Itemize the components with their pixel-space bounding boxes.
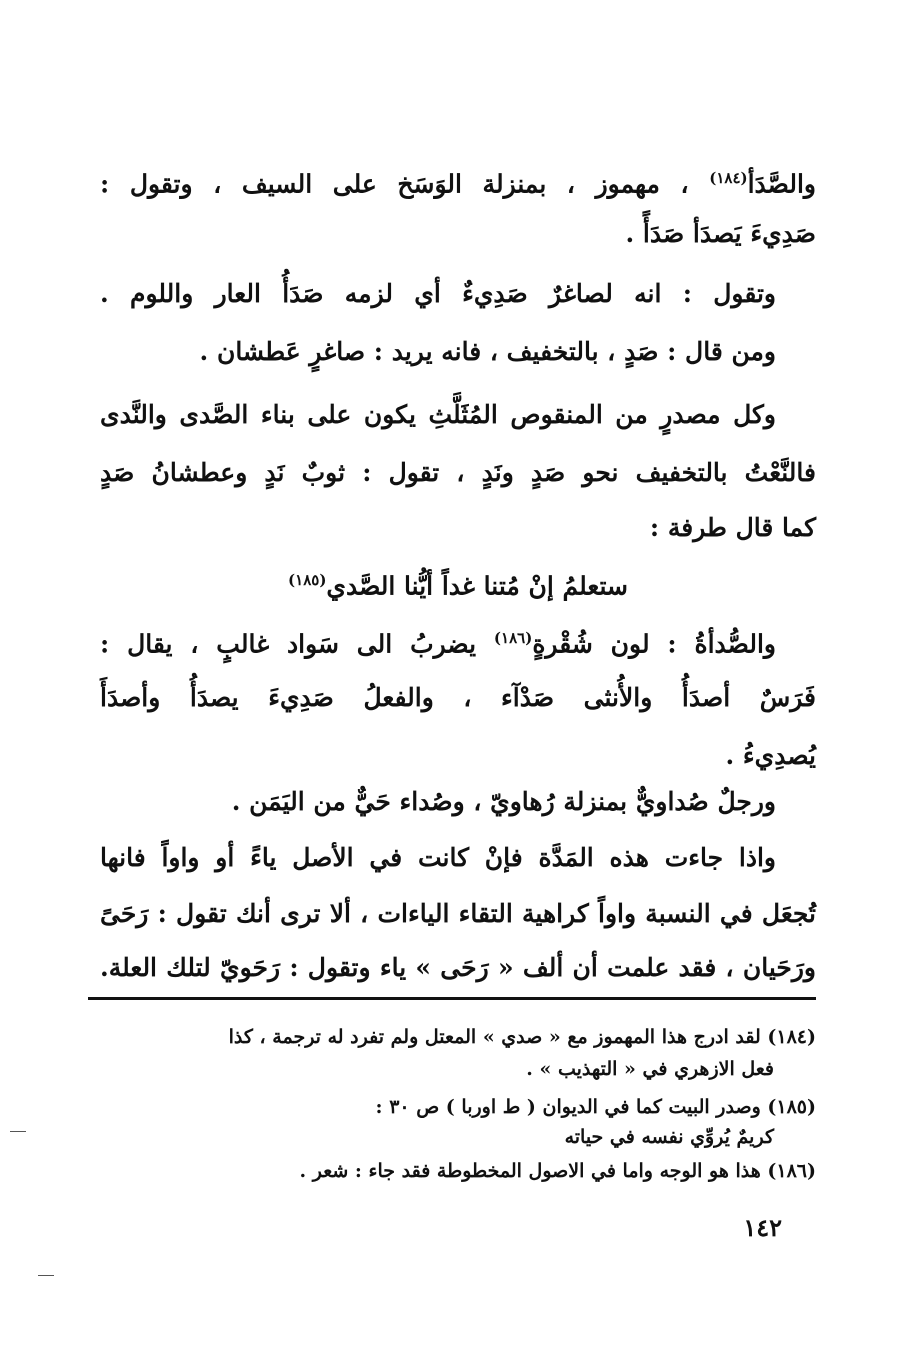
- page-number: ١٤٢: [743, 1213, 782, 1242]
- text-line-12: ورجلٌ صُداويٌّ بمنزلة رُهاويّ ، وصُداء حَيٌّ من اليَمَن .: [231, 787, 776, 816]
- text-line-2: صَدِيءَ يَصدَأ صَدَأً .: [625, 219, 816, 248]
- footnote-186: (١٨٦) هذا هو الوجه واما في الاصول المخطوطة فقد جاء : شعر .: [299, 1160, 816, 1182]
- text-line-14: تُجعَل في النسبة واواً كراهية التقاء الياءات ، ألا ترى أنك تقول : رَحَىً: [100, 899, 816, 928]
- text-line-15: ورَحَيان ، فقد علمت أن ألف « رَحَى » ياء وتقول : رَحَويّ لتلك العلة.: [100, 953, 816, 982]
- text-line-10: فَرَسٌ أصدَأُ والأُنثى صَدْآء ، والفعلُ صَدِيءَ يصدَأُ وأصدَأَ: [100, 683, 816, 712]
- text-line-7: كما قال طرفة :: [649, 513, 816, 542]
- text-line-5: وكل مصدرٍ من المنقوص المُثَلَّثِ يكون على بناء الصَّدى والنَّدى: [100, 400, 776, 429]
- poetry-verse: ستعلمُ إنْ مُتنا غداً أيُّنا الصَّدي$^{(١٨٥)}$: [288, 571, 628, 601]
- footnote-184: (١٨٤) لقد ادرج هذا المهموز مع « صدي » المعتل ولم تفرد له ترجمة ، كذا: [228, 1026, 816, 1048]
- scan-mark: [10, 1131, 26, 1132]
- footnote-185: (١٨٥) وصدر البيت كما في الديوان ( ط اوربا ) ص ٣٠ :: [375, 1096, 816, 1118]
- text-line-4: ومن قال : صَدٍ ، بالتخفيف ، فانه يريد : صاغرٍ عَطشان .: [199, 337, 776, 366]
- text-line-11: يُصدِيءُ .: [725, 741, 816, 770]
- text-line-1: والصَّدَأ$^{(١٨٤)}$ ، مهموز ، بمنزلة الوَسَخ على السيف ، وتقول :: [100, 169, 816, 199]
- scan-mark: [38, 1275, 54, 1276]
- footnote-184-cont: فعل الازهري في « التهذيب » .: [526, 1058, 774, 1080]
- text-line-3: وتقول : انه لصاغرٌ صَدِيءٌ أي لزمه صَدَأُ العار واللوم .: [100, 279, 776, 308]
- text-line-13: واذا جاءت هذه المَدَّة فإنْ كانت في الأصل ياءً أو واواً فانها: [100, 843, 776, 872]
- footnote-divider: [88, 997, 816, 1000]
- footnote-185-cont: كريمٌ يُروِّي نفسه في حياته: [564, 1126, 774, 1148]
- text-line-6: فالنَّعْتُ بالتخفيف نحو صَدٍ ونَدٍ ، تقول : ثوبٌ نَدٍ وعطشانُ صَدٍ: [100, 458, 816, 487]
- text-line-9: والصُّدأةُ : لون شُقْرةٍ$^{(١٨٦)}$ يضربُ الى سَواد غالبٍ ، يقال :: [100, 629, 776, 659]
